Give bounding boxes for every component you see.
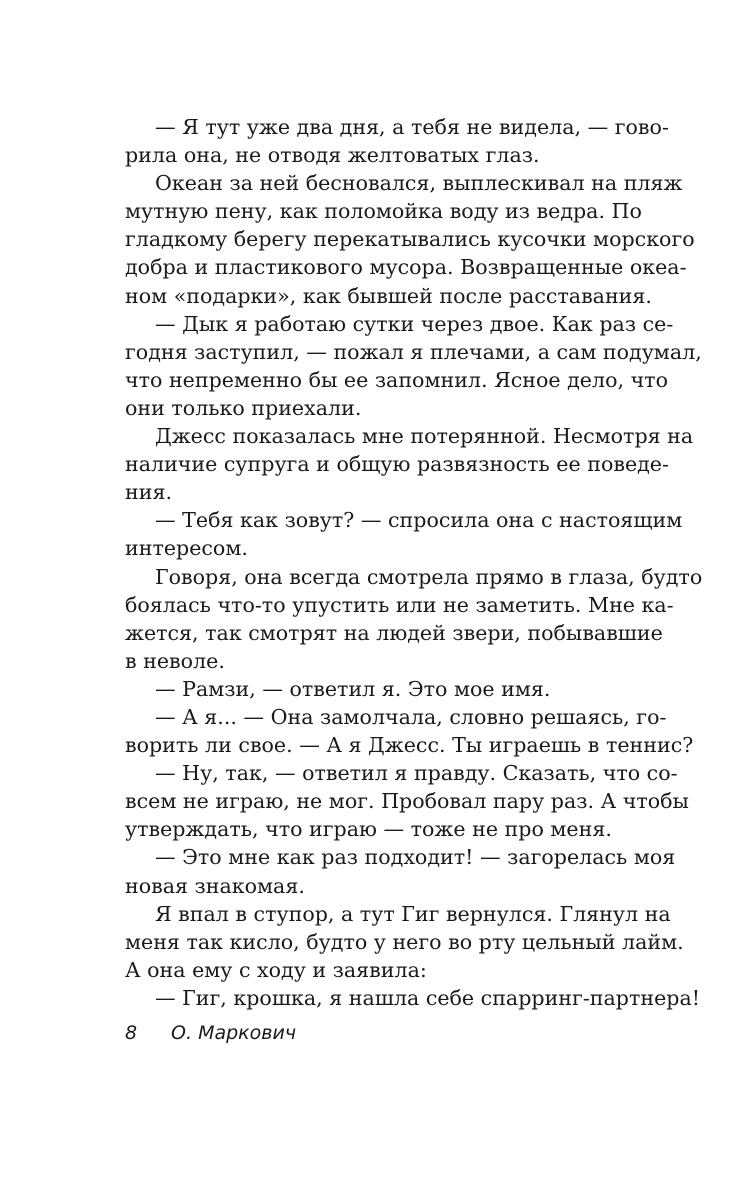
page-footer [125, 1022, 296, 1044]
text-line: жется, так смотрят на людей звери, побывавшие [125, 620, 663, 645]
text-line: — Гиг, крошка, я нашла себе спарринг-партнера! [155, 985, 701, 1010]
running-footer-author: О. Маркович [171, 1022, 297, 1044]
text-line: А она ему с ходу и заявила: [125, 957, 427, 982]
text-line: гладкому берегу перекатывались кусочки морского [125, 227, 695, 252]
text-line: — Рамзи, — ответил я. Это мое имя. [155, 676, 551, 701]
text-line: в неволе. [125, 648, 225, 673]
text-line: они только приехали. [125, 395, 362, 420]
text-line: Океан за ней бесновался, выплескивал на пляж [155, 171, 683, 196]
text-line: меня так кисло, будто у него во рту цельный лайм. [125, 929, 684, 954]
page-body-text [125, 113, 703, 1012]
text-line: Я впал в ступор, а тут Гиг вернулся. Глянул на [155, 901, 671, 926]
text-line: ния. [125, 480, 172, 505]
text-line: — А я... — Она замолчала, словно решаясь, го- [155, 704, 667, 729]
text-line: новая знакомая. [125, 873, 305, 898]
text-line: — Тебя как зовут? — спросила она с настоящим [155, 508, 683, 533]
page-number: 8 [125, 1022, 138, 1044]
text-line: добра и пластикового мусора. Возвращенные океа- [125, 255, 687, 280]
text-line: рила она, не отводя желтоватых глаз. [125, 143, 540, 168]
text-line: что непременно бы ее запомнил. Ясное дело, что [125, 367, 668, 392]
text-line: утверждать, что играю — тоже не про меня. [125, 817, 612, 842]
text-line: — Дык я работаю сутки через двое. Как раз се- [155, 311, 674, 336]
text-line: ном «подарки», как бывшей после расставания. [125, 283, 652, 308]
text-line: наличие супруга и общую развязность ее поведе- [125, 452, 669, 477]
text-line: — Ну, так, — ответил я правду. Сказать, что со- [155, 761, 678, 786]
text-line: — Я тут уже два дня, а тебя не видела, — гово- [155, 115, 669, 139]
text-line: всем не играю, не мог. Пробовал пару раз. А чтобы [125, 789, 689, 814]
text-line: интересом. [125, 536, 248, 561]
text-line: Джесс показалась мне потерянной. Несмотря на [155, 424, 694, 449]
text-line: Говоря, она всегда смотрела прямо в глаза, будто [155, 564, 703, 589]
text-line: — Это мне как раз подходит! — загорелась моя [155, 845, 676, 870]
text-line: боялась что-то упустить или не заметить. Мне ка- [125, 592, 674, 617]
text-line: мутную пену, как поломойка воду из ведра. По [125, 199, 642, 224]
text-line: годня заступил, — пожал я плечами, а сам подумал, [125, 339, 702, 364]
text-line: ворить ли свое. — А я Джесс. Ты играешь в теннис? [125, 733, 694, 758]
